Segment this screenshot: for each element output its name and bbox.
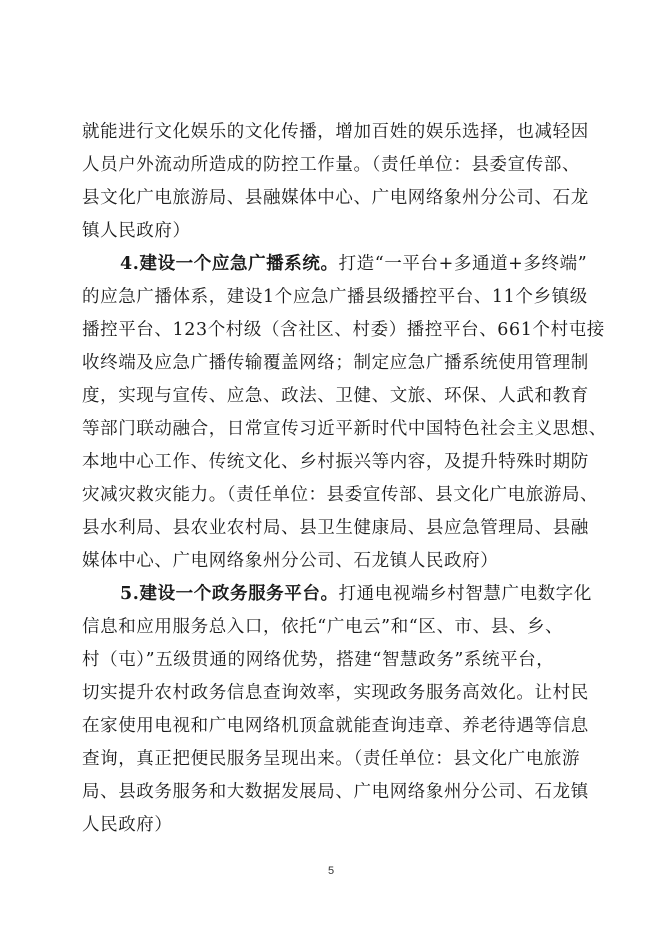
body-text-line: 度，实现与宣传、应急、政法、卫健、文旅、环保、人武和教育 [82, 386, 589, 406]
section-4-first-line [120, 250, 602, 278]
body-text-line: 县水利局、县农业农村局、县卫生健康局、县应急管理局、县融 [82, 518, 589, 538]
body-text-line: 媒体中心、广电网络象州分公司、石龙镇人民政府） [82, 551, 499, 571]
body-text: 打造“一平台+多通道+多终端” [338, 254, 588, 274]
section-5-first-line [120, 580, 602, 608]
page-number: 5 [327, 865, 335, 877]
body-text-line: 镇人民政府） [82, 221, 191, 241]
body-text-line: 就能进行文化娱乐的文化传播，增加百姓的娱乐选择，也减轻因 [82, 122, 589, 142]
section-heading: 5.建设一个政务服务平台。 [120, 584, 339, 604]
body-text-line: 人员户外流动所造成的防控工作量。（责任单位：县委宣传部、 [82, 155, 581, 175]
body-text-line: 人民政府） [82, 815, 173, 835]
body-text-line: 切实提升农村政务信息查询效率，实现政务服务高效化。让村民 [82, 683, 589, 703]
section-heading: 4.建设一个应急广播系统。 [120, 254, 339, 274]
body-text-line: 灾减灾救灾能力。（责任单位：县委宣传部、县文化广电旅游局、 [82, 485, 599, 505]
body-text-line: 局、县政务服务和大数据发展局、广电网络象州分公司、石龙镇 [82, 782, 589, 802]
body-text-line: 播控平台、123个村级（含社区、村委）播控平台、661个村屯接 [82, 320, 605, 340]
body-text-line: 收终端及应急广播传输覆盖网络；制定应急广播系统使用管理制 [82, 353, 589, 373]
body-text-line: 县文化广电旅游局、县融媒体中心、广电网络象州分公司、石龙 [82, 188, 589, 208]
body-text-line: 等部门联动融合，日常宣传习近平新时代中国特色社会主义思想、 [82, 419, 607, 439]
body-text-line: 在家使用电视和广电网络机顶盒就能查询违章、养老待遇等信息 [82, 716, 589, 736]
body-text: 打通电视端乡村智慧广电数字化 [338, 584, 592, 604]
body-text-line: 村（屯）”五级贯通的网络优势，搭建“智慧政务”系统平台， [82, 650, 555, 670]
body-text-line: 的应急广播体系，建设1个应急广播县级播控平台、11个乡镇级 [82, 287, 588, 307]
body-text-line: 本地中心工作、传统文化、乡村振兴等内容，及提升特殊时期防 [82, 452, 589, 472]
body-text-line: 信息和应用服务总入口，依托“广电云”和“区、市、县、乡、 [82, 617, 564, 637]
body-text-line: 查询，真正把便民服务呈现出来。（责任单位：县文化广电旅游 [82, 749, 581, 769]
